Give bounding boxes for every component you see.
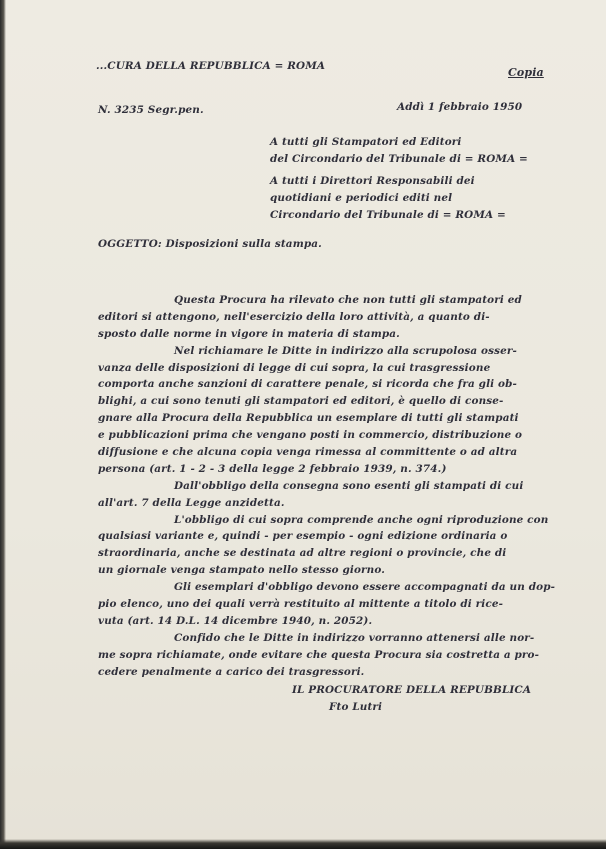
body-line: blighi, a cui sono tenuti gli stampatori ed editori, è quello di conse-	[98, 395, 504, 408]
signature-title: IL PROCURATORE DELLA REPUBBLICA	[292, 684, 532, 696]
body-line: Nel richiamare le Ditte in indirizzo alla scrupolosa osser-	[174, 344, 517, 357]
body-line: L'obbligo di cui sopra comprende anche ogni riproduzione con	[174, 513, 549, 526]
body-line: gnare alla Procura della Repubblica un esemplare di tutti gli stampati	[98, 412, 519, 425]
copy-label: Copia	[508, 66, 544, 79]
body-line: diffusione e che alcuna copia venga rimessa al committente o ad altra	[98, 446, 518, 459]
body-line: comporta anche sanzioni di carattere penale, si ricorda che fra gli ob-	[98, 378, 517, 391]
body-line: Dall'obbligo della consegna sono esenti gli stampati di cui	[174, 479, 524, 492]
addressee-block	[270, 134, 528, 224]
body-line: Confido che le Ditte in indirizzo vorranno attenersi alle nor-	[174, 631, 535, 644]
document-date: Addì 1 febbraio 1950	[397, 101, 523, 113]
scan-edge-bottom	[0, 839, 606, 849]
body-line: e pubblicazioni prima che vengano posti in commercio, distribuzione o	[98, 429, 523, 442]
body-line: me sopra richiamate, onde evitare che questa Procura sia costretta a pro-	[98, 648, 540, 661]
body-line: sposto dalle norme in vigore in materia di stampa.	[98, 327, 400, 340]
body-line: vanza delle disposizioni di legge di cui sopra, la cui trasgressione	[98, 361, 491, 374]
addressee-line: A tutti i Direttori Responsabili dei	[270, 175, 475, 187]
body-line: cedere penalmente a carico dei trasgressori.	[98, 665, 365, 678]
subject-line: OGGETTO: Disposizioni sulla stampa.	[98, 238, 322, 250]
body-line: vuta (art. 14 D.L. 14 dicembre 1940, n. 2052).	[98, 614, 373, 627]
body-line: qualsiasi variante e, quindi - per esempio - ogni edizione ordinaria o	[98, 530, 508, 543]
body-line: persona (art. 1 - 2 - 3 della legge 2 febbraio 1939, n. 374.)	[98, 462, 447, 475]
body-line: straordinaria, anche se destinata ad altre regioni o provincie, che di	[98, 547, 507, 560]
letter-body	[98, 292, 568, 680]
body-line: Gli esemplari d'obbligo devono essere accompagnati da un dop-	[174, 581, 556, 594]
addressee-line: Circondario del Tribunale di = ROMA =	[270, 209, 506, 221]
addressee-line: quotidiani e periodici editi nel	[270, 192, 453, 204]
body-line: un giornale venga stampato nello stesso giorno.	[98, 564, 386, 577]
scan-edge-left	[0, 0, 6, 849]
body-line: Questa Procura ha rilevato che non tutti gli stampatori ed	[174, 294, 522, 306]
body-line: all'art. 7 della Legge anzidetta.	[98, 496, 285, 509]
body-line: pio elenco, uno dei quali verrà restituito al mittente a titolo di rice-	[98, 598, 504, 611]
addressee-line: del Circondario del Tribunale di = ROMA =	[270, 153, 528, 165]
protocol-number: N. 3235 Segr.pen.	[98, 104, 204, 116]
signature-name: Fto Lutri	[329, 701, 383, 713]
addressee-line: A tutti gli Stampatori ed Editori	[270, 136, 462, 148]
body-line: editori si attengono, nell'esercizio della loro attività, a quanto di-	[98, 310, 490, 323]
letterhead: ...CURA DELLA REPUBBLICA = ROMA	[96, 60, 326, 72]
